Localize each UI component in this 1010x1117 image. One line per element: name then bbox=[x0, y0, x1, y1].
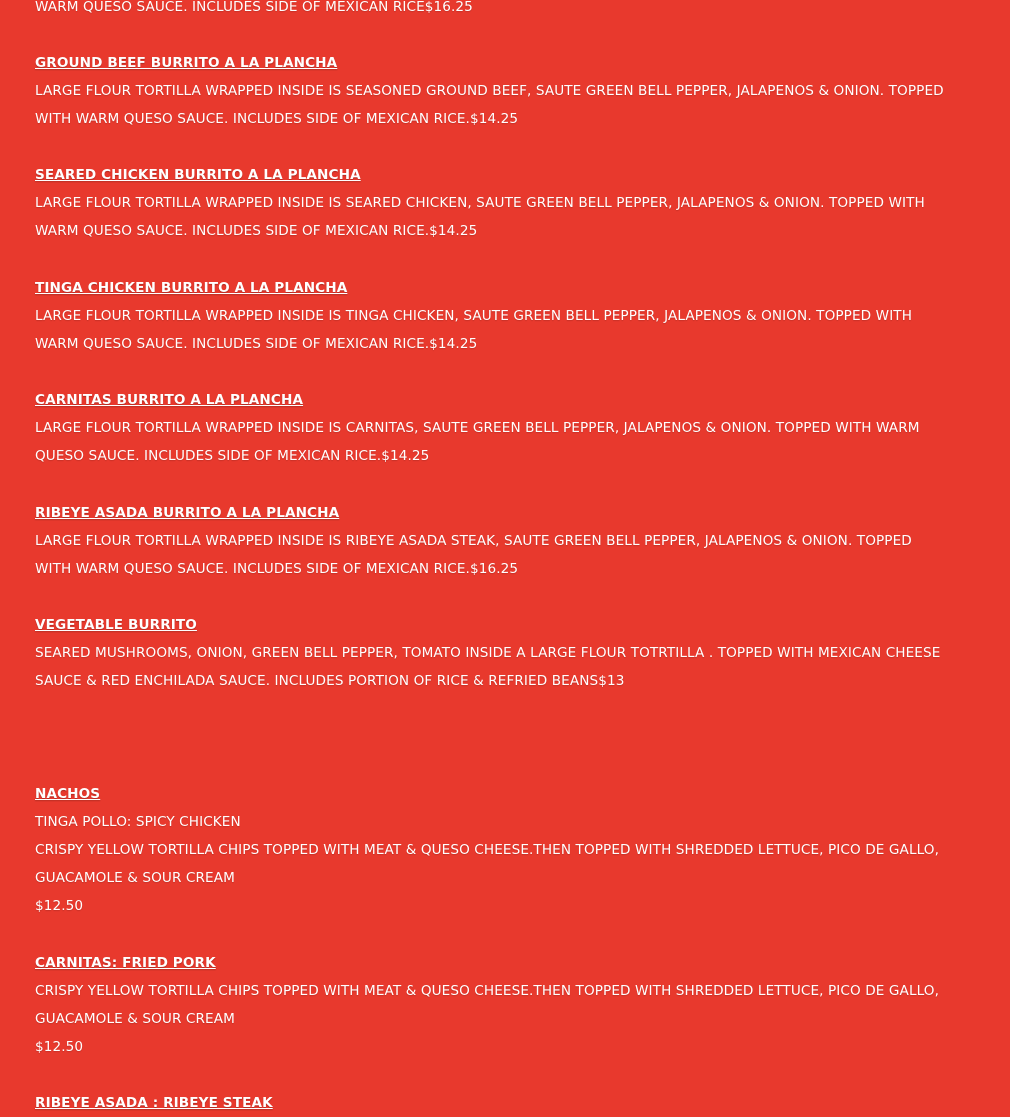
item-title-ribeye-asada-steak: RIBEYE ASADA : RIBEYE STEAK bbox=[35, 1095, 273, 1111]
item-description-line: LARGE FLOUR TORTILLA WRAPPED INSIDE IS RIBEYE ASADA STEAK, SAUTE GREEN BELL PEPPER, JALAPENOS & ONION. TOPPED bbox=[35, 533, 912, 549]
item-title-seared-chicken-burrito: SEARED CHICKEN BURRITO A LA PLANCHA bbox=[35, 167, 361, 183]
item-title-ground-beef-burrito: GROUND BEEF BURRITO A LA PLANCHA bbox=[35, 55, 338, 71]
item-description-line: QUESO SAUCE. INCLUDES SIDE OF MEXICAN RICE.$14.25 bbox=[35, 448, 430, 464]
section-title-nachos: NACHOS bbox=[35, 786, 101, 802]
item-description-line: GUACAMOLE & SOUR CREAM bbox=[35, 1011, 235, 1027]
item-title-carnitas-fried-pork: CARNITAS: FRIED PORK bbox=[35, 955, 216, 971]
item-description-line: WARM QUESO SAUCE. INCLUDES SIDE OF MEXICAN RICE.$14.25 bbox=[35, 223, 478, 239]
item-description-line: WITH WARM QUESO SAUCE. INCLUDES SIDE OF MEXICAN RICE.$16.25 bbox=[35, 561, 519, 577]
item-description-line: LARGE FLOUR TORTILLA WRAPPED INSIDE IS TINGA CHICKEN, SAUTE GREEN BELL PEPPER, JALAPENOS & ONION. TOPPED WITH bbox=[35, 308, 913, 324]
item-description-line: WARM QUESO SAUCE. INCLUDES SIDE OF MEXICAN RICE$16.25 bbox=[35, 0, 473, 15]
item-price: $12.50 bbox=[35, 898, 84, 914]
item-description-line: WARM QUESO SAUCE. INCLUDES SIDE OF MEXICAN RICE.$14.25 bbox=[35, 336, 478, 352]
item-description-line: LARGE FLOUR TORTILLA WRAPPED INSIDE IS SEARED CHICKEN, SAUTE GREEN BELL PEPPER, JALAPENOS & ONION. TOPPED WITH bbox=[35, 195, 925, 211]
item-description-line: CRISPY YELLOW TORTILLA CHIPS TOPPED WITH MEAT & QUESO CHEESE.THEN TOPPED WITH SHREDDED LETTUCE, PICO DE GALLO, bbox=[35, 842, 940, 858]
item-description-line: LARGE FLOUR TORTILLA WRAPPED INSIDE IS SEASONED GROUND BEEF, SAUTE GREEN BELL PEPPER, JALAPENOS & ONION. TOPPED bbox=[35, 83, 944, 99]
item-description-line: GUACAMOLE & SOUR CREAM bbox=[35, 870, 235, 886]
item-title-carnitas-burrito: CARNITAS BURRITO A LA PLANCHA bbox=[35, 392, 304, 408]
item-description-line: WITH WARM QUESO SAUCE. INCLUDES SIDE OF MEXICAN RICE.$14.25 bbox=[35, 111, 519, 127]
item-subtitle-tinga-pollo: TINGA POLLO: SPICY CHICKEN bbox=[35, 814, 241, 830]
item-title-vegetable-burrito: VEGETABLE BURRITO bbox=[35, 617, 197, 633]
item-price: $12.50 bbox=[35, 1039, 84, 1055]
item-title-ribeye-asada-burrito: RIBEYE ASADA BURRITO A LA PLANCHA bbox=[35, 505, 340, 521]
item-description-line: SAUCE & RED ENCHILADA SAUCE. INCLUDES PORTION OF RICE & REFRIED BEANS$13 bbox=[35, 673, 625, 689]
item-description-line: CRISPY YELLOW TORTILLA CHIPS TOPPED WITH MEAT & QUESO CHEESE.THEN TOPPED WITH SHREDDED LETTUCE, PICO DE GALLO, bbox=[35, 983, 940, 999]
item-description-line: LARGE FLOUR TORTILLA WRAPPED INSIDE IS CARNITAS, SAUTE GREEN BELL PEPPER, JALAPENOS & ONION. TOPPED WITH WARM bbox=[35, 420, 920, 436]
item-title-tinga-chicken-burrito: TINGA CHICKEN BURRITO A LA PLANCHA bbox=[35, 280, 348, 296]
item-description-line: SEARED MUSHROOMS, ONION, GREEN BELL PEPPER, TOMATO INSIDE A LARGE FLOUR TOTRTILLA . TOPPED WITH MEXICAN CHEESE bbox=[35, 645, 941, 661]
